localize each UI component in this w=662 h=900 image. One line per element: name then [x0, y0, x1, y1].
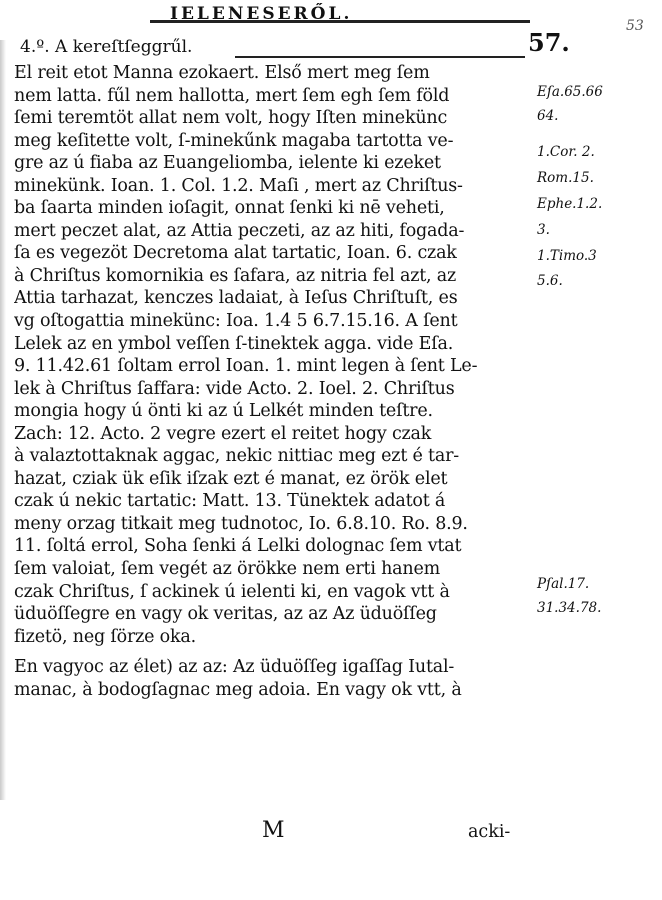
running-head: IELENESERŐL. — [170, 4, 353, 24]
page-number: 57. — [528, 28, 570, 57]
text-line: El reit etot Manna ezokaert. Első mert meg ſem — [14, 63, 430, 83]
margin-note: Ephe.1.2. — [537, 196, 603, 212]
signature-mark: M — [262, 818, 285, 843]
margin-note: Pſal.17. — [537, 576, 590, 592]
text-line: fizetö, neg ſörze oka. — [14, 626, 196, 647]
text-line: vg oſtogattia minekünc: Ioa. 1.4 5 6.7.15.16. A ſent — [14, 311, 458, 332]
text-line: gre az ú fiaba az Euangeliomba, ielente ki ezeket — [14, 153, 441, 174]
text-line: meg keſitette volt, ſ-minekűnk magaba tartotta ve- — [14, 130, 454, 151]
margin-note: Rom.15. — [537, 170, 594, 186]
text-line: meny orzag titkait meg tudnotoc, Io. 6.8.10. Ro. 8.9. — [14, 513, 468, 534]
text-line: 11. ſoltá errol, Soha ſenki á Lelki dolognac ſem vtat — [14, 536, 462, 557]
margin-note: 1.Timo.3 — [537, 248, 597, 264]
text-line: à valaztottaknak aggac, nekic nittiac meg ezt é tar- — [14, 446, 459, 467]
margin-note: 3. — [537, 222, 550, 238]
heading-rule — [235, 56, 525, 58]
text-line: mongia hogy ú önti ki az ú Lelkét minden teſtre. — [14, 401, 433, 422]
section-heading: 4.º. A kereſtſeggrűl. — [20, 37, 193, 57]
text-line: minekünk. Ioan. 1. Col. 1.2. Maſi , mert az Chriſtus- — [14, 175, 463, 196]
margin-note: Eſa.65.66 — [537, 84, 603, 100]
text-line: ba ſaarta minden ioſagit, onnat ſenki ki nē veheti, — [14, 198, 445, 219]
text-line: mert peczet alat, az Attia peczeti, az az hiti, fogada- — [14, 220, 465, 241]
catchword: acki- — [468, 822, 511, 842]
text-line: En vagyoc az élet) az az: Az üduöſſeg igaſſag Iutal- — [14, 657, 455, 678]
text-line: Attia tarhazat, kenczes ladaiat, à Ieſus Chriſtuſt, es — [14, 288, 458, 309]
corner-folio-number: 53 — [626, 18, 644, 34]
text-line: üduöſſegre en vagy ok veritas, az az Az üduöſſeg — [14, 604, 437, 625]
text-line: ſa es vegezöt Decretoma alat tartatic, Ioan. 6. czak — [14, 243, 457, 264]
text-line: ſemi teremtöt allat nem volt, hogy Iſten minekünc — [14, 108, 448, 129]
text-line: hazat, cziak ük eſik iſzak ezt é manat, ez örök elet — [14, 468, 448, 489]
margin-note: 5.6. — [537, 273, 563, 289]
text-line: Zach: 12. Acto. 2 vegre ezert el reitet hogy czak — [14, 423, 432, 444]
text-line: nem latta. fűl nem hallotta, mert ſem egh ſem föld — [14, 85, 450, 106]
text-line: Lelek az en ymbol veſſen ſ-tinektek agga. vide Eſa. — [14, 333, 454, 354]
text-line: czak ú nekic tartatic: Matt. 13. Tünektek adatot á — [14, 491, 446, 512]
text-line: czak Chriſtus, ſ ackinek ú ielenti ki, en vagok vtt à — [14, 581, 450, 602]
text-line: 9. 11.42.61 ſoltam errol Ioan. 1. mint legen à ſent Le- — [14, 356, 478, 377]
margin-note: 1.Cor. 2. — [537, 144, 595, 160]
margin-note: 31.34.78. — [537, 600, 602, 616]
text-line: manac, à bodogſagnac meg adoia. En vagy ok vtt, à — [14, 679, 462, 700]
margin-note: 64. — [537, 108, 559, 124]
text-line: ſem valoiat, ſem vegét az örökke nem erti hanem — [14, 559, 441, 580]
text-line: lek à Chriſtus ſaffara: vide Acto. 2. Ioel. 2. Chriſtus — [14, 378, 455, 399]
body-text — [14, 62, 534, 701]
page-edge-shadow — [0, 40, 6, 800]
header-rule — [150, 20, 530, 23]
text-line: à Chriſtus komornikia es ſafara, az nitria fel azt, az — [14, 265, 457, 286]
